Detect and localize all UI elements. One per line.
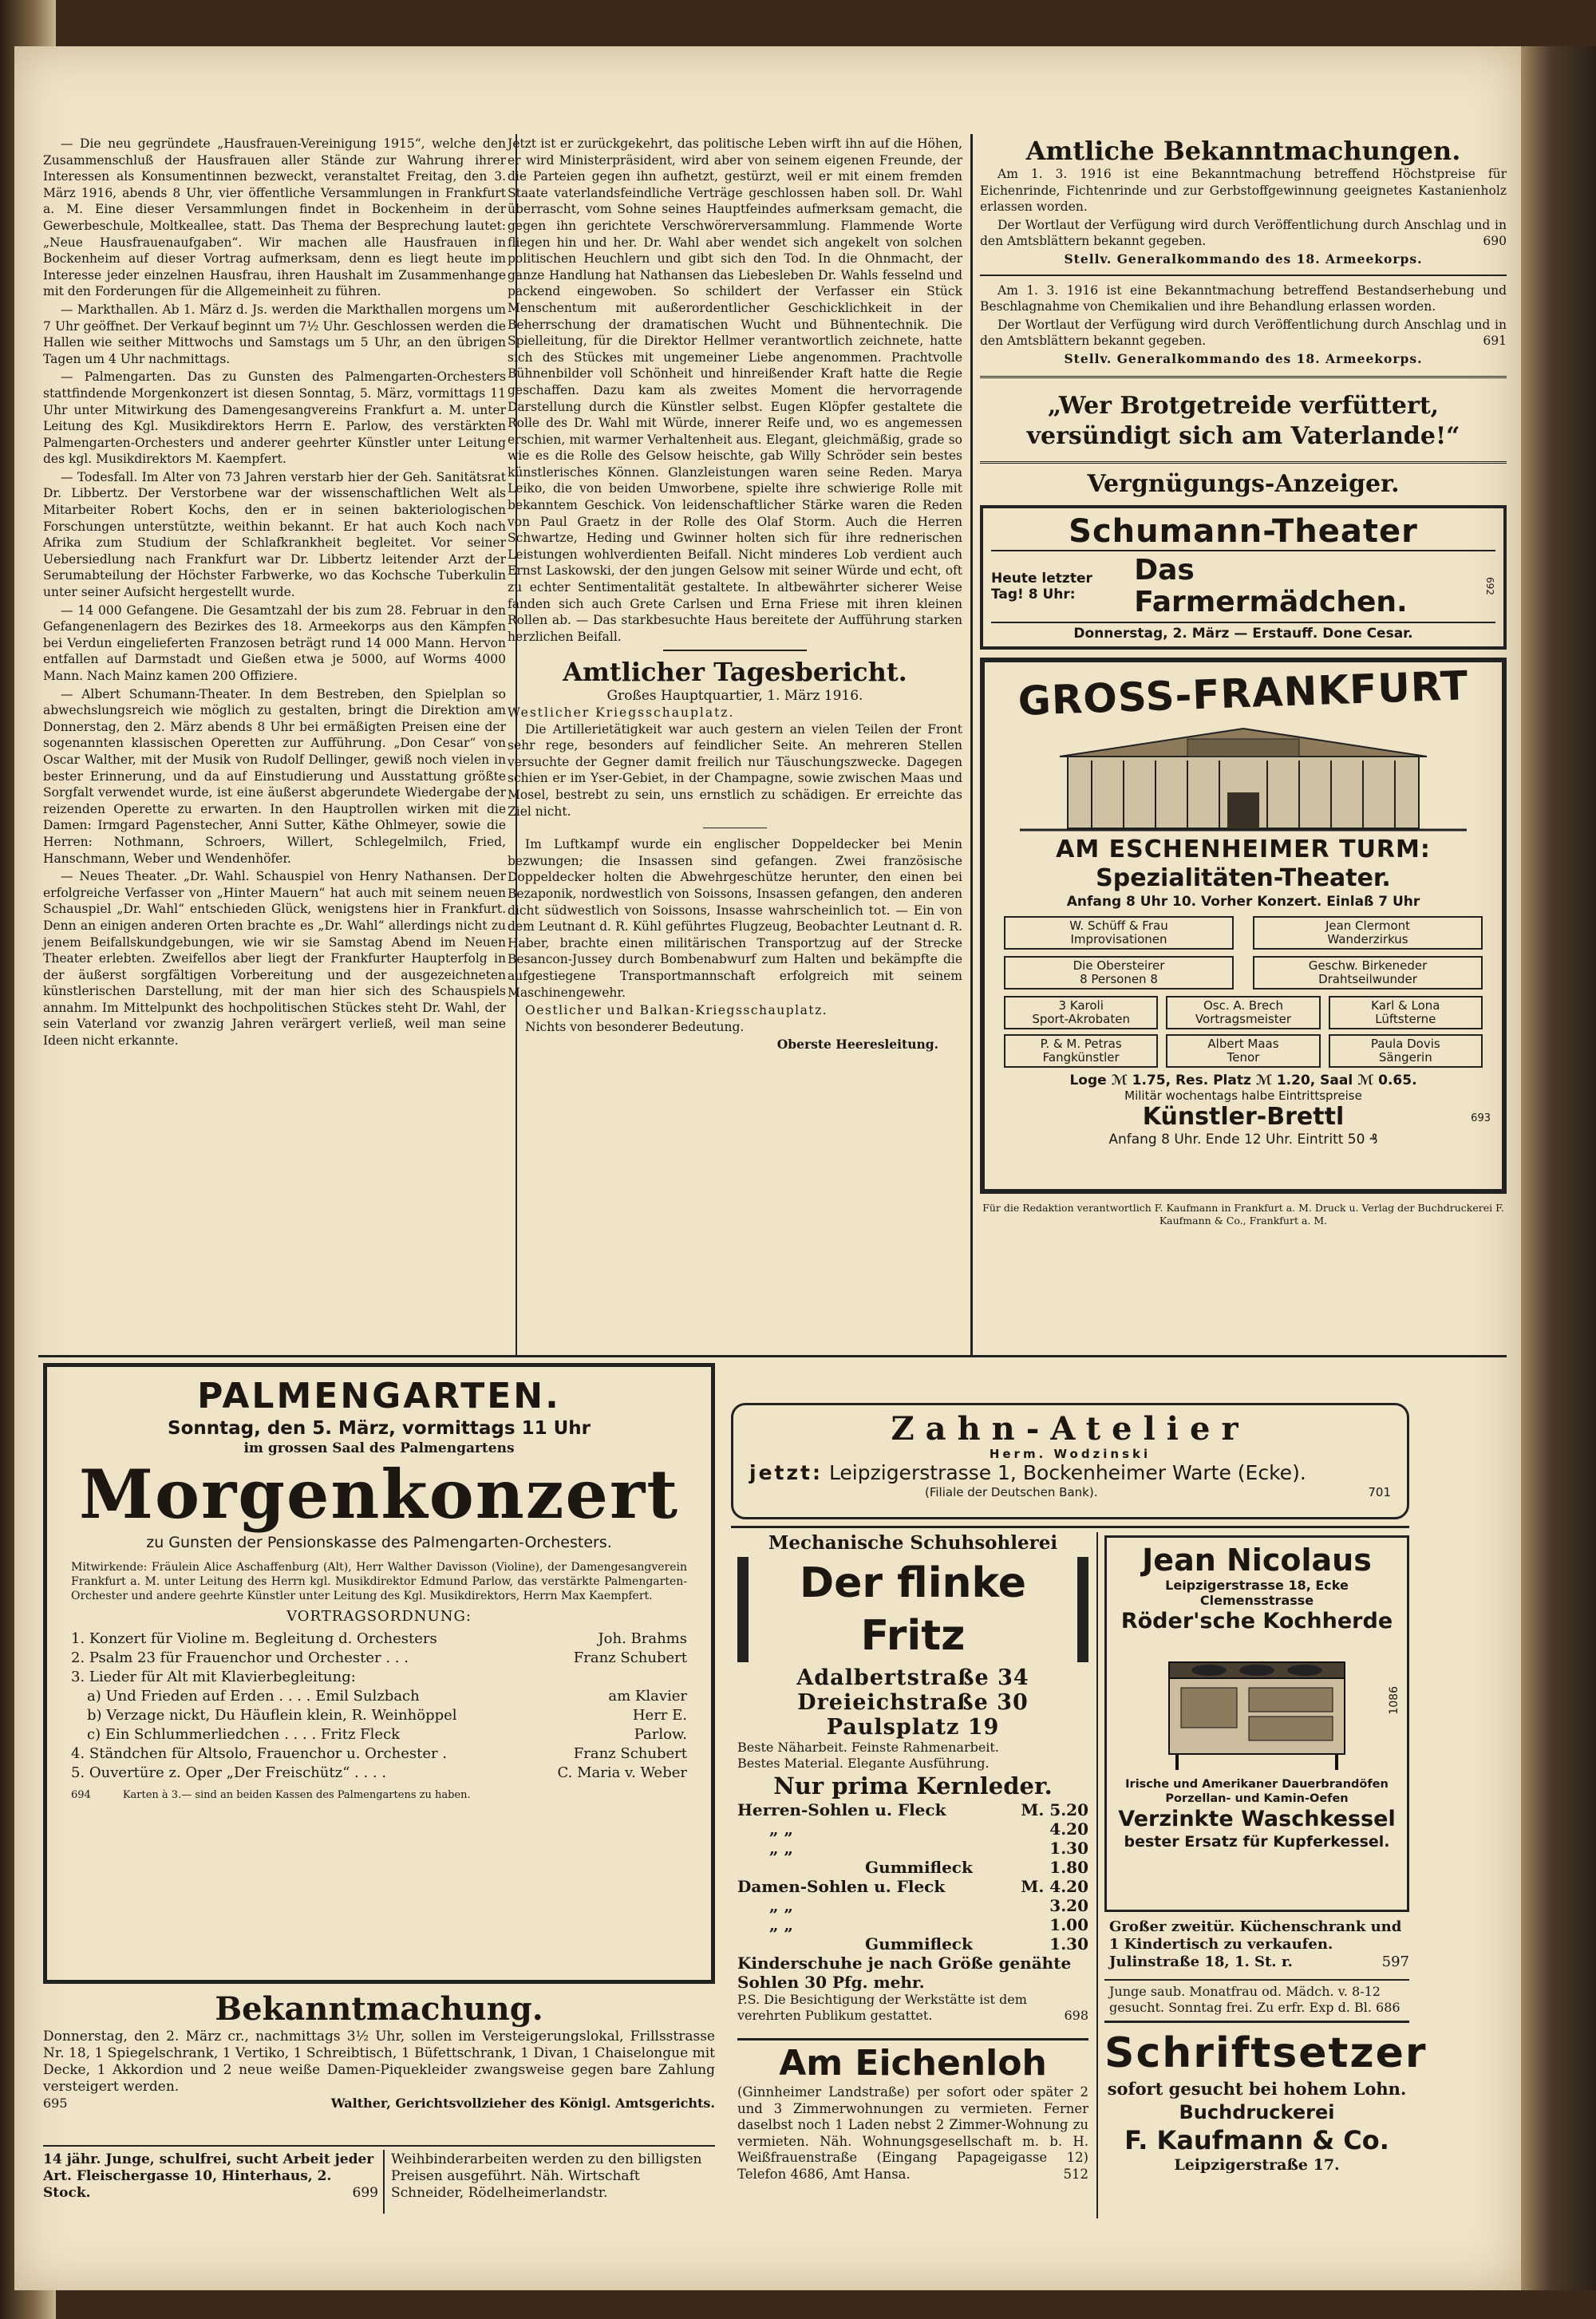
fritz-q1: Beste Näharbeit. Feinste Rahmenarbeit. bbox=[737, 1740, 999, 1755]
article-schumann: — Albert Schumann-Theater. In dem Bestreben, den Spielplan so abwechslungsreich wie möglich zu gestalten, bringt die Direktion am Donnerstag, den 2. März abends 8 Uhr bei ermäßigten Preisen eine der sogenannten klassischen Operetten zur Aufführung. „Don Cesar“ von Oscar Walther, mit der Musik von Rudolf Dellinger, gewiß noch vielen in bester Erinnerung, und da auf Einstudierung und Ausstattung größte Sorgfalt verwendet wurde, ist eine äußerst abgerundete Wiedergabe der reizenden Operette zu erwarten. In den Hauptrollen wirken mit die Damen: Irmgard Pagenstecher, Anni Sutter, Käthe Ohlmeyer, sowie die Herren: Nothmann, Schroers, Willert, Schlegelmilch, Fried, Hanschmann, Weber und Wendenhöfer. bbox=[43, 686, 506, 866]
amt2-text: Am 1. 3. 1916 ist eine Bekanntmachung betreffend Bestandserhebung und Beschlagnahme von Chemikalien und ihre Behandlung erlassen worden. bbox=[980, 282, 1507, 314]
bekanntmachung-ad bbox=[43, 1990, 715, 2111]
palmengarten-ad bbox=[43, 1363, 715, 1984]
fritz-name: Der flinke Fritz bbox=[737, 1557, 1088, 1662]
zahn-jetzt: jetzt: bbox=[749, 1461, 823, 1484]
vergnuegungs-title: Vergnügungs-Anzeiger. bbox=[1087, 469, 1400, 498]
zahn-filiale: (Filiale der Deutschen Bank). bbox=[925, 1485, 1098, 1499]
gf-title: GROSS-FRANKFURT bbox=[1017, 662, 1470, 725]
fritz-ps: P.S. Die Besichtigung der Werkstätte ist dem verehrten Publikum gestattet. bbox=[737, 1992, 1027, 2023]
ad-number: 699 bbox=[352, 2185, 378, 2201]
program-item: a) Und Frieden auf Erden . . . . Emil Sulzbach am Klavier bbox=[87, 1688, 687, 1705]
setzer-sub: sofort gesucht bei hohem Lohn. bbox=[1107, 2079, 1407, 2099]
act-cell: Die Obersteirer 8 Personen 8 bbox=[1004, 956, 1234, 990]
bekannt-text: Donnerstag, den 2. März cr., nachmittags 3½ Uhr, sollen im Versteigerungslokal, Frillsstrasse Nr. 18, 1 Spiegelschrank, 1 Vertiko, 1 Schreibtisch, 1 Büfettschrank, 1 Divan, 1 Chaiselongue mit Decke, 1 Akkordion und 2 neue weiße Damen-Piquekleider zwangsweise gegen bare Zahlung versteigert werden. bbox=[43, 2029, 715, 2095]
fritz-q2: Bestes Material. Elegante Ausführung. bbox=[737, 1756, 990, 1771]
newspaper-page bbox=[14, 46, 1521, 2290]
gf-prices: Loge ℳ 1.75, Res. Platz ℳ 1.20, Saal ℳ 0.65. bbox=[1069, 1072, 1417, 1088]
flinke-fritz-ad bbox=[737, 1532, 1088, 2024]
fritz-kinder: Kinderschuhe je nach Größe genähte Sohlen 30 Pfg. mehr. bbox=[737, 1954, 1072, 1992]
bekannt-title: Bekanntmachung. bbox=[215, 1990, 543, 2028]
program-item: 2. Psalm 23 für Frauenchor und Orchester . . . Franz Schubert bbox=[71, 1649, 687, 1666]
setzer-buch: Buchdruckerei bbox=[1179, 2101, 1335, 2123]
brot-slogan: „Wer Brotgetreide verfüttert, versündigt sich am Vaterlande!“ bbox=[1026, 391, 1460, 450]
ad-number: 1086 bbox=[1388, 1686, 1400, 1715]
ad-number: 694 bbox=[71, 1789, 91, 1801]
jean-oefen: Irische und Amerikaner Dauerbrandöfen Porzellan- und Kamin-Oefen bbox=[1125, 1778, 1389, 1805]
palmen-karten: Karten à 3.— sind an beiden Kassen des Palmengartens zu haben. bbox=[122, 1789, 471, 1801]
program-item: 1. Konzert für Violine m. Begleitung d. Orchesters Joh. Brahms bbox=[71, 1630, 687, 1647]
price-row: „ „ 1.00 bbox=[769, 1915, 1088, 1934]
price-row: Gummifleck 1.80 bbox=[865, 1858, 1088, 1877]
tagesbericht-p2: Im Luftkampf wurde ein englischer Doppeldecker bei Menin bezwungen; die Insassen sind gefangen. Zwei französische Doppeldecker holten die Abwehrgeschütze herunter, den einen bei Bezaponik, nordwestlich von Soissons, Insassen gefangen, den anderen dicht südwestlich von Soissons, Insasse wahrscheinlich tot. — Ein von dem Leutnant d. R. Kühl geführtes Flugzeug, Beobachter Leutnant d. R. Haber, brachte einen militärischen Transportzug auf der Strecke Besancon-Jussey durch Bombenabwurf zum Halten und bekämpfte die aufgestiegene Transportmannschaft erfolgreich mit seinem Maschinengewehr. bbox=[508, 837, 962, 1000]
price-row: „ „ 1.30 bbox=[769, 1839, 1088, 1858]
ad-number: 690 bbox=[1483, 234, 1507, 249]
schumann-play: Das Farmermädchen. bbox=[1134, 553, 1408, 618]
ad-number: 695 bbox=[43, 2096, 68, 2111]
gross-frankfurt-ad bbox=[980, 658, 1507, 1194]
ad-number: 692 bbox=[1484, 577, 1495, 595]
act-cell: Osc. A. Brech Vortragsmeister bbox=[1166, 996, 1320, 1029]
article-palmengarten: — Palmengarten. Das zu Gunsten des Palmengarten-Orchesters stattfindende Morgenkonzert ist diesen Sonntag, 5. März, vormittags 11 Uhr unter Mitwirkung des Damengesangvereins Frankfurt a. M. unter Leitung des Kgl. Musikdirektors Herrn E. Parlow, des verstärkten Palmengarten-Orchesters und anderer geehrter Künstler unter Leitung des kgl. Musikdirektors M. Kaempfert. bbox=[43, 369, 506, 467]
junge-ad bbox=[43, 2151, 378, 2202]
brettl-times: Anfang 8 Uhr. Ende 12 Uhr. Eintritt 50 ₰ bbox=[1108, 1131, 1378, 1148]
eichenloh-ad bbox=[737, 2043, 1088, 2183]
divider bbox=[663, 650, 807, 651]
gf-mil: Militär wochentags halbe Eintrittspreise bbox=[1124, 1088, 1362, 1103]
news-column-3 bbox=[980, 136, 1507, 1227]
act-cell: Geschw. Birkeneder Drahtseilwunder bbox=[1253, 956, 1483, 990]
tagesbericht-sign: Oberste Heeresleitung. bbox=[776, 1037, 938, 1053]
tagesbericht-west: Westlicher Kriegsschauplatz. bbox=[508, 705, 735, 720]
article-markthallen: — Markthallen. Ab 1. März d. Js. werden die Markthallen morgens um 7 Uhr geöffnet. Der Verkauf beginnt um 7½ Uhr. Geschlossen werden die Hallen wie seither Mittwochs und Samstags um 5 Uhr, an den übrigen Tagen um 4 Uhr nachmittags. bbox=[43, 302, 506, 366]
setzer-firm: F. Kaufmann & Co. bbox=[1124, 2125, 1389, 2155]
bekannt-sign: Walther, Gerichtsvollzieher des Königl. Amtsgerichts. bbox=[330, 2096, 715, 2111]
tagesbericht-east: Oestlicher und Balkan-Kriegsschauplatz. bbox=[525, 1003, 828, 1018]
zahn-atelier-ad bbox=[731, 1403, 1409, 1519]
news-column-2 bbox=[508, 136, 962, 1053]
act-cell: 3 Karoli Sport-Akrobaten bbox=[1004, 996, 1158, 1029]
tagesbericht-p3: Nichts von besonderer Bedeutung. bbox=[525, 1019, 745, 1034]
program-item: 4. Ständchen für Altsolo, Frauenchor u. Orchester . Franz Schubert bbox=[71, 1745, 687, 1762]
act-cell: Jean Clermont Wanderzirkus bbox=[1253, 916, 1483, 950]
tagesbericht-place: Großes Hauptquartier, 1. März 1916. bbox=[606, 688, 863, 705]
program-item: b) Verzage nickt, Du Häuflein klein, R. Weinhöppel Herr E. bbox=[87, 1707, 687, 1724]
kuechenschrank-ad bbox=[1109, 1918, 1409, 1971]
eichen-text: (Ginnheimer Landstraße) per sofort oder später 2 und 3 Zimmerwohnungen zu vermieten. Ferner daselbst noch 1 Laden nebst 2 Zimmer-Wohnung zu vermieten. Näh. Wohnungsgesellschaft m. b. H. Weißfrauenstraße (Eingang Papageigasse 12) Telefon 4686, Amt Hansa. bbox=[737, 2084, 1088, 2182]
jean-title: Jean Nicolaus bbox=[1142, 1543, 1372, 1578]
amt2-sign: Stellv. Generalkommando des 18. Armeekorps. bbox=[1064, 350, 1423, 366]
amt2-text-b: Der Wortlaut der Verfügung wird durch Veröffentlichung durch Anschlag und in den Amtsblättern bekannt gegeben. bbox=[980, 317, 1507, 349]
zahn-name: Herm. Wodzinski bbox=[989, 1447, 1152, 1461]
fritz-addr: Adalbertstraße 34 Dreieichstraße 30 Paulsplatz 19 bbox=[796, 1665, 1029, 1740]
palmen-title: PALMENGARTEN. bbox=[197, 1376, 561, 1416]
act-cell: Albert Maas Tenor bbox=[1166, 1034, 1320, 1068]
gf-sub: AM ESCHENHEIMER TURM: bbox=[1056, 835, 1431, 863]
jean-koch: Röder'sche Kochherde bbox=[1120, 1609, 1393, 1634]
amt1-text: Am 1. 3. 1916 ist eine Bekanntmachung betreffend Höchstpreise für Eichenrinde, Fichtenrinde und zur Gerbstoffgewinnung geeignetes Kastanienholz erlassen worden. bbox=[980, 167, 1507, 215]
price-row: „ „ 3.20 bbox=[769, 1896, 1088, 1915]
schumann-heute: Heute letzter Tag! 8 Uhr: bbox=[991, 570, 1092, 602]
price-row: Gummifleck 1.30 bbox=[865, 1934, 1088, 1954]
news-column-1 bbox=[43, 136, 506, 1051]
ad-number: 698 bbox=[1064, 2008, 1088, 2023]
page-edge bbox=[1521, 46, 1596, 2290]
jean-kessel: Verzinkte Waschkessel bbox=[1118, 1807, 1396, 1831]
jean-addr: Leipzigerstrasse 18, Ecke Clemensstrasse bbox=[1165, 1578, 1349, 1608]
ad-number: 597 bbox=[1381, 1954, 1409, 1970]
zahn-addr: Leipzigerstrasse 1, Bockenheimer Warte (Ecke). bbox=[828, 1461, 1306, 1484]
act-cell: W. Schüff & Frau Improvisationen bbox=[1004, 916, 1234, 950]
ad-number: 691 bbox=[1483, 334, 1507, 349]
article-hausfrauen: — Die neu gegründete „Hausfrauen-Vereinigung 1915“, welche den Zusammenschluß der Hausfrauen aller Stände zur Wahrung ihrer Interessen als Konsumentinnen bezweckt, veranstaltet Freitag, den 3. März 1916, abends 8 Uhr, vier öffentliche Versammlungen in Frankfurt a. M. Eine dieser Versammlungen findet in Bockenheim in der Gewerbeschule, Moltkeallee, statt. Das Thema der Besprechung lautet: „Neue Hausfrauenaufgaben“. Wir machen alle Hausfrauen in Bockenheim auf dieser Vortrag aufmerksam, denn es liegt heute im Interesse jeder einzelnen Hausfrau, ihren Haushalt im Zusammenhange mit den Forderungen für die Allgemeinheit zu führen. bbox=[43, 136, 506, 299]
tagesbericht-title: Amtlicher Tagesbericht. bbox=[563, 657, 907, 688]
article-continuation: Jetzt ist er zurückgekehrt, das politische Leben wirft ihn auf die Höhen, er wird Ministerpräsident, wird aber von seinem eigenen Freunde, der die Parteien gegen ihn aufhetzt, gestürzt, weil er mit einem fremden Staate vaterlandsfeindliche Verträge geschlossen haben soll. Dr. Wahl überrascht, vom Sohne seines Hauptfeindes aufmerksam gemacht, die gegen ihn gerichtete Verschwörerversammlung. Flammende Worte fliegen hin und her. Dr. Wahl aber wendet sich angekelt von solchen politischen Heuchlern und gibt sich den Tod. In die Ohnmacht, der ganze Handlung hat Nathansen das Liebesleben Dr. Wahls fesselnd und packend eingewoben. So schildert der Verfasser ein Stück Menschentum mit außerordentlicher Geschicklichkeit in der Beherrschung der dramatischen Wucht und Bühnentechnik. Die Spielleitung, für die Direktor Hellmer verantwortlich zeichnete, hatte sich des Stückes mit ungemeiner Liebe angenommen. Prachtvolle Bühnenbilder voll Schönheit und hinreißender Kraft hatte die Regie geschaffen. Dazu kam als zweites Moment die hervorragende Darstellung durch die Künstler selbst. Eugen Klöpfer gestaltete die Rolle des Dr. Wahl mit Würde, innerer Reife und, wo es angemessen erschien, mit warmer Verhaltenheit aus. Elegant, gleichmäßig, grade so wie es die Rolle des Gelsow heischte, gab Willy Schröder sein bestes künstlerisches Können. Glanzleistungen waren seine Reden. Marya Leiko, die von beiden Umworbene, spielte ihre schwierige Rolle mit bekanntem Geschick. Von leidenschaftlicher Stärke waren die Reden von Paul Graetz in der Rolle des Olaf Storm. Auch die Herren Schwartze, Heding und Gwinner holten sich für ihre rednerischen Leistungen wohlverdienten Beifall. Nicht minderes Lob verdient auch Ernst Laskowski, der den jungen Gelsow mit seiner Würde und echt, oft zu echter Sentimentalität gestaltete. In altbewährter sicherer Weise fanden sich auch Grete Carlsen und Erna Friese mit ihren kleinen Rollen ab. — Das starkbesuchte Haus bereitete der Aufführung starken herzlichen Beifall. bbox=[508, 136, 962, 644]
amt1-text-b: Der Wortlaut der Verfügung wird durch Veröffentlichung durch Anschlag und in den Amtsblättern bekannt gegeben. bbox=[980, 217, 1507, 249]
jean-nicolaus-ad bbox=[1104, 1535, 1409, 1912]
article-gefangene: — 14 000 Gefangene. Die Gesamtzahl der bis zum 28. Februar in den Gefangenenlagern des Bezirkes des 18. Armeekorps aus den Kämpfen bei Verdun eingelieferten Franzosen beträgt rund 14 000 Mann. Hervon entfallen auf Darmstadt und Gießen etwa je 5000, auf Worms 4000 Mann. Nach Mainz kamen 200 Offiziere. bbox=[43, 602, 506, 683]
program-item: 3. Lieder für Alt mit Klavierbegleitung: bbox=[71, 1669, 356, 1685]
schumann-ad bbox=[980, 505, 1507, 650]
tagesbericht-p1: Die Artillerietätigkeit war auch gestern an vielen Teilen der Front sehr rege, besonders auf feindlicher Seite. An mehreren Stellen versuchte der Gegner damit freilich nur Täuschungszwecke. Dagegen schien er im Yser-Gebiet, in der Champagne, sowie zwischen Maas und Mosel, bestrebt zu sein, uns ernstlich zu schädigen. Er erreichte das Ziel nicht. bbox=[508, 721, 962, 819]
palmen-zug: zu Gunsten der Pensionskasse des Palmengarten-Orchesters. bbox=[146, 1534, 612, 1551]
palmen-big: Morgenkonzert bbox=[78, 1455, 680, 1534]
imprint: Für die Redaktion verantwortlich F. Kaufmann in Frankfurt a. M. Druck u. Verlag der Buchdruckerei F. Kaufmann & Co., Frankfurt a. M. bbox=[982, 1201, 1504, 1227]
palmen-mit: Mitwirkende: Fräulein Alice Aschaffenburg (Alt), Herr Walther Davisson (Violine), der Damengesangverein Frankfurt a. M. unter Leitung des Herrn kgl. Musikdirektor Edmund Parlow, das verstärkte Palmengarten-Orchester und andere geehrte Künstler unter Leitung des Kgl. Musikdirektors, Herrn Max Kaempfert. bbox=[71, 1561, 687, 1602]
kueche-text: Großer zweitür. Küchenschrank und 1 Kindertisch zu verkaufen. Julinstraße 18, 1. St. r. bbox=[1109, 1918, 1402, 1970]
setzer-str: Leipzigerstraße 17. bbox=[1174, 2156, 1340, 2174]
program-item: 5. Ouvertüre z. Oper „Der Freischütz“ . . . . C. Maria v. Weber bbox=[71, 1764, 687, 1781]
fritz-leder: Nur prima Kernleder. bbox=[773, 1772, 1053, 1799]
ad-number: 701 bbox=[1368, 1485, 1391, 1499]
gf-spec: Spezialitäten-Theater. bbox=[1096, 863, 1391, 892]
schriftsetzer-ad bbox=[1104, 2029, 1428, 2174]
column-rule bbox=[970, 134, 973, 1355]
amt1-sign: Stellv. Generalkommando des 18. Armeekorps. bbox=[1064, 251, 1423, 267]
section-rule bbox=[38, 1355, 1507, 1357]
stove-illustration bbox=[1137, 1638, 1377, 1774]
eichen-title: Am Eichenloh bbox=[779, 2043, 1047, 2084]
act-cell: Paula Dovis Sängerin bbox=[1329, 1034, 1483, 1068]
article-todesfall: — Todesfall. Im Alter von 73 Jahren verstarb hier der Geh. Sanitätsrat Dr. Libbertz. Der Verstorbene war der wissenschaftlichen Welt als Mitarbeiter Robert Kochs, den er in seinen bakteriologischen Forschungen unterstützte, weithin bekannt. Er hat auch Koch nach Afrika zum Studium der Schlafkrankheit begleitet. Vor seiner Uebersiedlung nach Frankfurt war Dr. Libbertz leitender Arzt der Serumabteilung der Höchster Farbwerke, wo das Kochsche Tuberkulin unter seiner Aufsicht hergestellt wurde. bbox=[43, 469, 506, 600]
program-item: c) Ein Schlummerliedchen . . . . Fritz Fleck Parlow. bbox=[87, 1726, 687, 1743]
palmen-place: im grossen Saal des Palmengartens bbox=[243, 1440, 515, 1456]
amtliche-title: Amtliche Bekanntmachungen. bbox=[1025, 136, 1461, 166]
junge-text: 14 jähr. Junge, schulfrei, sucht Arbeit jeder Art. Fleischergasse 10, Hinterhaus, 2. Stock. bbox=[43, 2151, 374, 2201]
schumann-title: Schumann-Theater bbox=[1069, 512, 1418, 550]
zahn-title: Zahn-Atelier bbox=[891, 1410, 1250, 1448]
fritz-head: Mechanische Schuhsohlerei bbox=[768, 1532, 1058, 1554]
gf-times: Anfang 8 Uhr 10. Vorher Konzert. Einlaß 7 Uhr bbox=[1066, 893, 1420, 910]
price-row: Herren-Sohlen u. Fleck M. 5.20 bbox=[737, 1800, 1088, 1819]
price-row: Damen-Sohlen u. Fleck M. 4.20 bbox=[737, 1877, 1088, 1896]
monatfrau-ad: Junge saub. Monatfrau od. Mädch. v. 8-12 gesucht. Sonntag frei. Zu erfr. Exp d. Bl. 686 bbox=[1109, 1984, 1400, 2015]
price-row: „ „ 4.20 bbox=[769, 1819, 1088, 1839]
brettl-title: Künstler-Brettl bbox=[1142, 1102, 1345, 1131]
weihbinder-ad: Weihbinderarbeiten werden zu den billigsten Preisen ausgeführt. Näh. Wirtschaft Schneider, Rödelheimerlandstr. bbox=[391, 2151, 702, 2201]
schumann-next: Donnerstag, 2. März — Erstauff. Done Cesar. bbox=[1073, 625, 1413, 642]
article-neues-theater: — Neues Theater. „Dr. Wahl. Schauspiel von Henry Nathansen. Der erfolgreiche Verfasser von „Hinter Mauern“ hat auch mit seinem neuen Schauspiel „Dr. Wahl“ entschieden Glück, wenigstens hier in Frankfurt. Denn an einigen anderen Orten brachte es „Dr. Wahl“ allerdings nicht zu jenem Beifallskundgebungen, wie wir sie Samstag Abend im Neuen Theater erlebten. Zweifellos aber liegt der Frankfurter Haupterfolg in der äußerst sorgfältigen Vorbereitung und der ausgezeichneten künstlerischen Darstellung, mit der man hier sich des Schauspiels annahm. Im Mittelpunkt des hochpolitischen Stückes steht Dr. Wahl, der sein Vaterland vor zwanzig Jahren verärgert verließ, weil man seine Ideen nicht erkannte. bbox=[43, 869, 506, 1049]
ad-number: 693 bbox=[1471, 1112, 1491, 1124]
theater-building-illustration bbox=[1004, 717, 1483, 836]
act-cell: Karl & Lona Lüftsterne bbox=[1329, 996, 1483, 1029]
act-cell: P. & M. Petras Fangkünstler bbox=[1004, 1034, 1158, 1068]
ad-number: 512 bbox=[1063, 2166, 1088, 2182]
setzer-title: Schriftsetzer bbox=[1104, 2029, 1428, 2077]
palmen-vortrag: VORTRAGSORDNUNG: bbox=[286, 1608, 472, 1625]
jean-ersatz: bester Ersatz für Kupferkessel. bbox=[1124, 1833, 1390, 1851]
palmen-date: Sonntag, den 5. März, vormittags 11 Uhr bbox=[168, 1418, 591, 1439]
